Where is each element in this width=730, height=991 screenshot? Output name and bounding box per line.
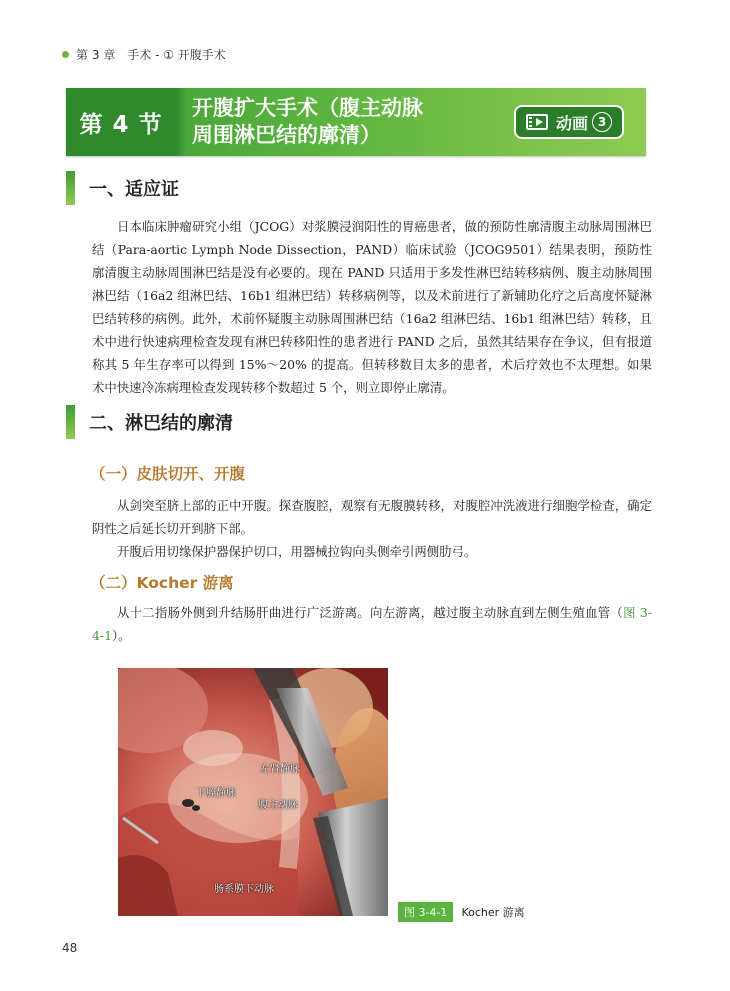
section-title bbox=[192, 95, 492, 149]
running-head bbox=[62, 46, 226, 63]
section-number: 第 4 节 bbox=[66, 88, 176, 156]
kocher-text-main: 从十二指肠外侧到升结肠肝曲进行广泛游离。向左游离，越过腹主动脉直到左侧生殖血管（ bbox=[117, 605, 624, 620]
skin-incision-paragraph bbox=[92, 494, 652, 563]
heading-bar bbox=[66, 405, 75, 439]
animation-label: 动画 bbox=[555, 113, 588, 133]
kocher-text-end: ）。 bbox=[111, 628, 131, 643]
label-ima: 肠系膜下动脉 bbox=[214, 884, 274, 895]
label-left-renal-vein: 左肾静脉 bbox=[260, 764, 300, 775]
film-icon bbox=[526, 114, 548, 130]
skin-incision-text-1: 从剑突至脐上部的正中开腹。探查腹腔，观察有无腹膜转移，对腹腔冲洗液进行细胞学检查，确定阴性之后延长切开到脐下部。 bbox=[92, 498, 652, 536]
skin-incision-text-2: 开腹后用切缘保护器保护切口，用器械拉钩向头侧牵引两侧肋弓。 bbox=[117, 544, 477, 559]
heading-text: 二、淋巴结的廓清 bbox=[89, 413, 233, 434]
indications-paragraph bbox=[92, 215, 652, 399]
subheading-skin-incision: （一）皮肤切开、开腹 bbox=[90, 465, 246, 483]
caption-number: 图 3-4-1 bbox=[398, 902, 453, 922]
kocher-paragraph bbox=[92, 601, 652, 647]
heading-indications bbox=[66, 173, 179, 203]
figure-reference-link[interactable]: 图 3-4-1 bbox=[92, 605, 652, 643]
section-title-line2: 周围淋巴结的廓清） bbox=[192, 123, 381, 147]
heading-text: 一、适应证 bbox=[89, 179, 179, 200]
page-number: 48 bbox=[62, 941, 78, 955]
animation-button[interactable] bbox=[514, 105, 624, 139]
animation-number: 3 bbox=[592, 112, 612, 132]
label-ivc: 下腔静脉 bbox=[196, 788, 236, 799]
surgical-photo-illustration bbox=[118, 668, 388, 916]
caption-text: Kocher 游离 bbox=[461, 906, 525, 919]
kocher-text bbox=[92, 601, 652, 647]
section-title-line1: 开腹扩大手术（腹主动脉 bbox=[192, 96, 423, 120]
subheading-kocher: （二）Kocher 游离 bbox=[90, 574, 234, 592]
surgical-photo bbox=[118, 668, 388, 916]
indications-text: 日本临床肿瘤研究小组（JCOG）对浆膜浸润阳性的胃癌患者，做的预防性廓清腹主动脉周围淋巴结（Para-aortic Lymph Node Dissection，PAND）临床试验（JCOG9501）结果表明，预防性廓清腹主动脉周围淋巴结是没有必要的。现在 PAND 只适用于多发性淋巴结转移病例、腹主动脉周围淋巴结（16a2 组淋巴结、16b1 组淋巴结）转移病例等，以及术前进行了新辅助化疗之后高度怀疑淋巴结转移的病例。此外，术前怀疑腹主动脉周围淋巴结（16a2 组淋巴结、16b1 组淋巴结）转移，且术中进行快速病理检查发现有淋巴转移阳性的患者进行 PAND 之后，虽然其结果存在争议，但有报道称其 5 年生存率可以得到 15%～20% 的提高。但转移数目太多的患者，术后疗效也不太理想。如果术中快速冷冻病理检查发现转移个数超过 5 个，则立即停止廓清。 bbox=[92, 219, 652, 395]
heading-lymph-dissection bbox=[66, 407, 233, 437]
bullet-dot-icon bbox=[62, 51, 69, 58]
section-banner bbox=[66, 88, 646, 156]
chapter-label: 第 3 章 手术 - ① 开腹手术 bbox=[76, 48, 226, 62]
figure-caption bbox=[398, 902, 525, 922]
heading-bar bbox=[66, 171, 75, 205]
label-aorta: 腹主动脉 bbox=[258, 800, 298, 811]
